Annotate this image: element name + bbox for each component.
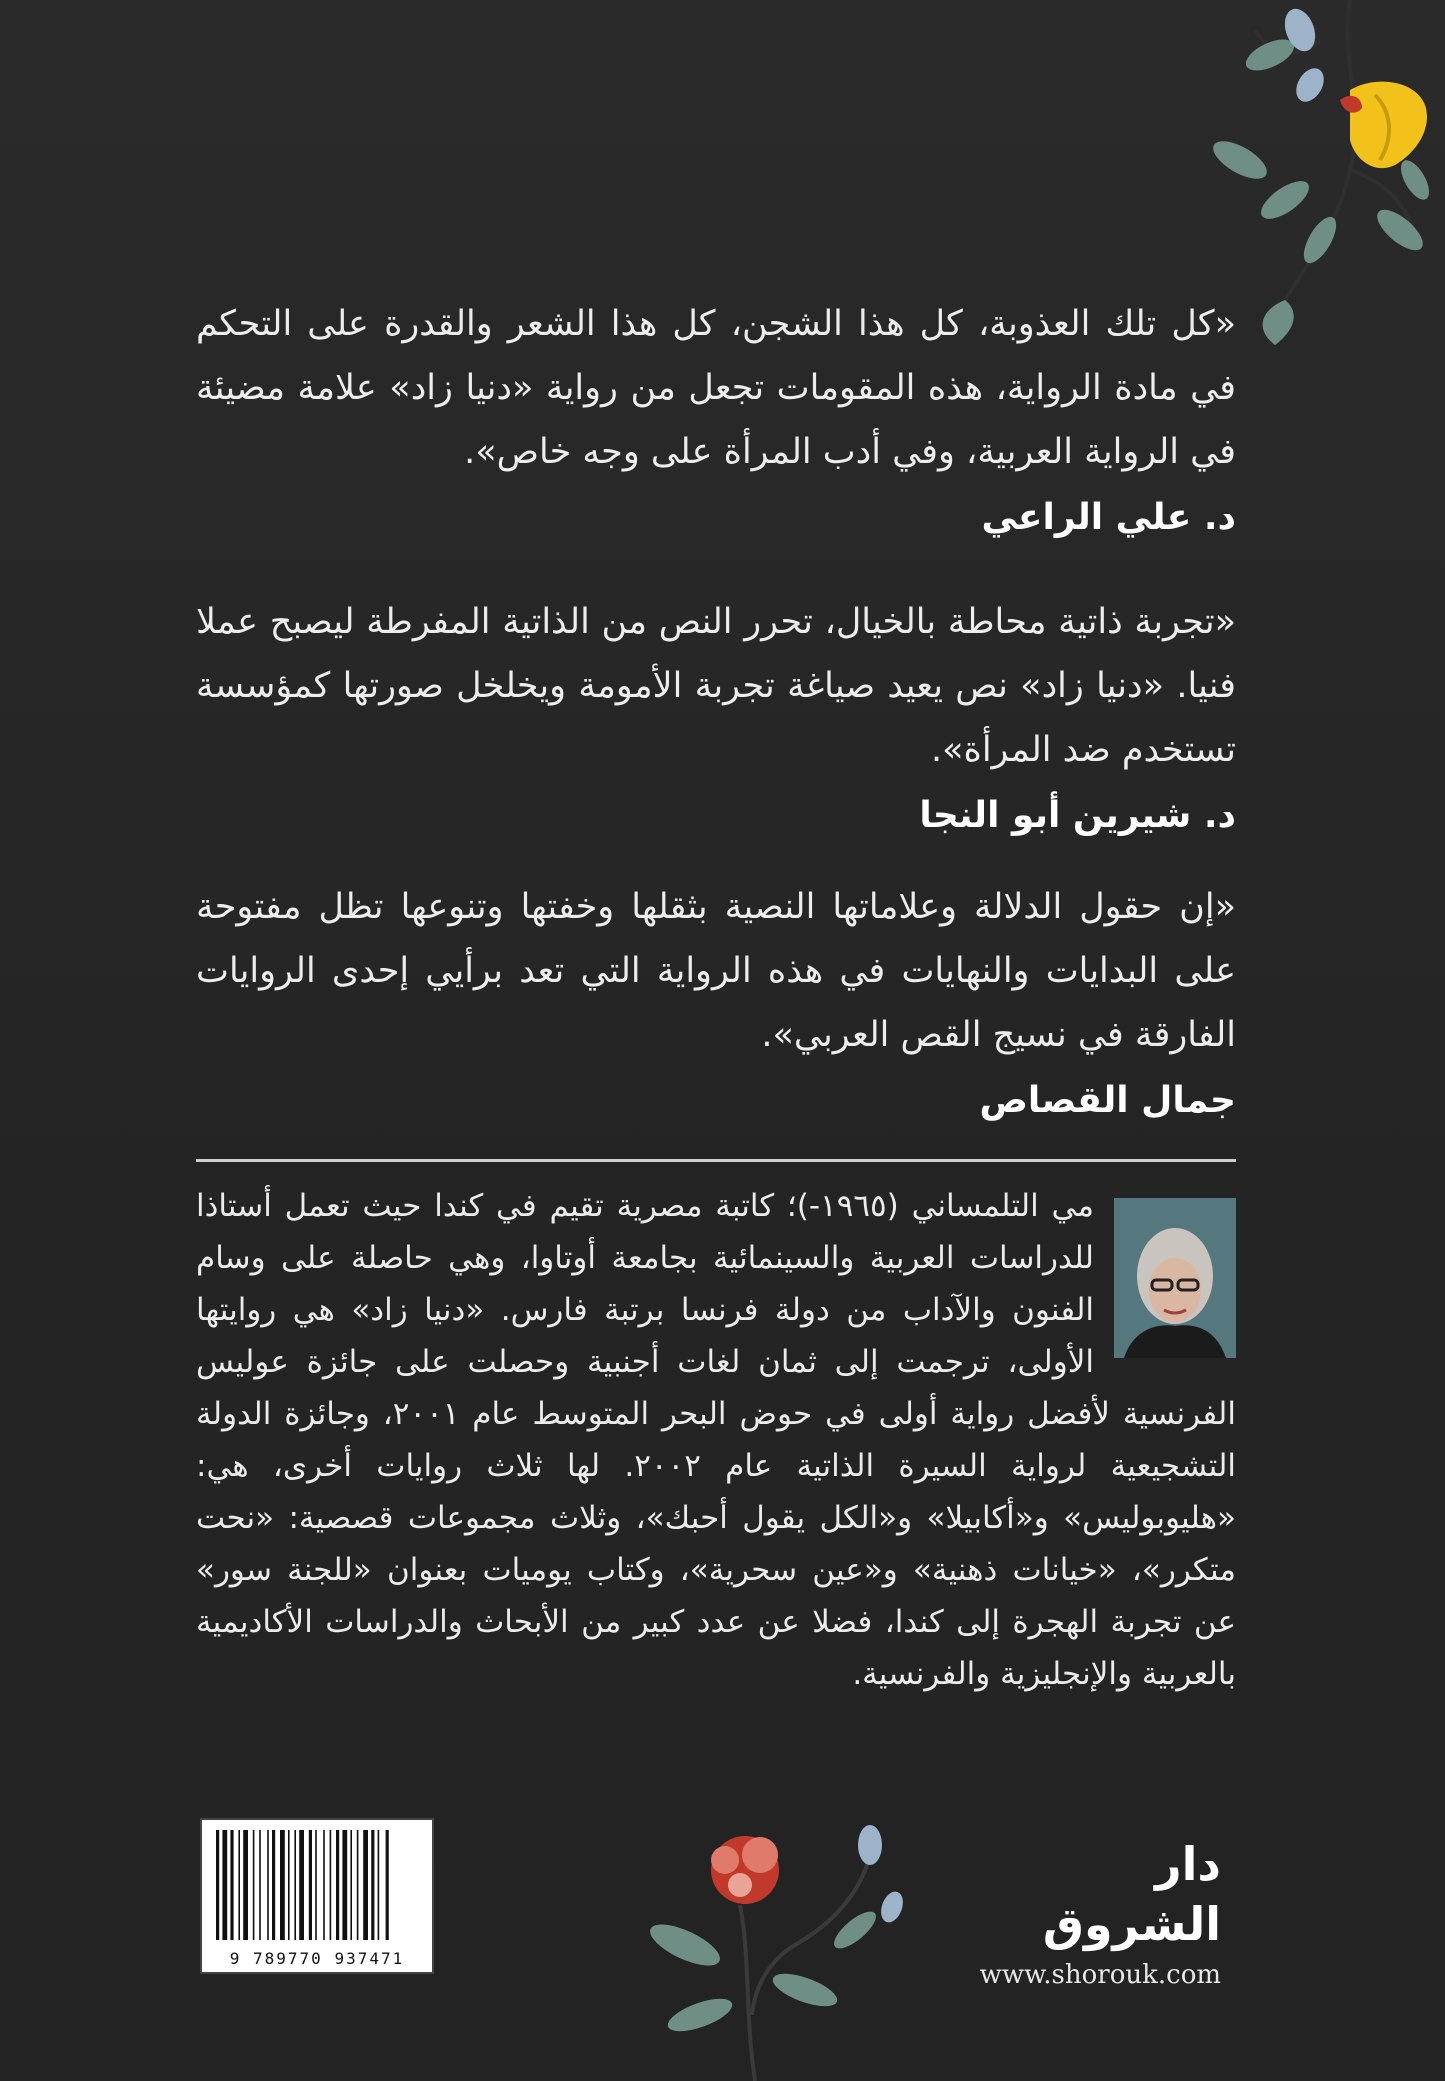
barcode-bar xyxy=(222,1830,227,1940)
barcode-bar xyxy=(378,1830,380,1940)
quote-1-author: د. علي الراعي xyxy=(981,497,1236,538)
barcode-bar xyxy=(315,1830,317,1940)
publisher-url[interactable]: www.shorouk.com xyxy=(979,1960,1221,1990)
barcode-bar xyxy=(259,1830,261,1940)
barcode-bar xyxy=(386,1830,389,1940)
barcode-bar xyxy=(336,1830,339,1940)
author-photo-icon xyxy=(1114,1198,1236,1358)
barcode-bar xyxy=(253,1830,255,1940)
section-divider xyxy=(196,1159,1236,1162)
barcode-bar xyxy=(243,1830,248,1940)
quote-3-author: جمال القصاص xyxy=(979,1080,1236,1121)
publisher-name: دار الشروق xyxy=(1042,1837,1221,1951)
barcode-bar xyxy=(371,1830,374,1940)
quote-3-text: «إن حقول الدلالة وعلاماتها النصية بثقلها وخفتها وتنوعها تظل مفتوحة على البدايات والنهايات في هذه الرواية التي تعد برأيي إحدى الروايات الفارقة في نسيج القص العربي». xyxy=(196,887,1236,1055)
barcode-bar xyxy=(272,1830,275,1940)
author-bio-text: مي التلمساني (١٩٦٥-)؛ كاتبة مصرية تقيم في كندا حيث تعمل أستاذا للدراسات العربية والسينمائية بجامعة أوتاوا، وهي حاصلة على وسام الفنون والآداب من دولة فرنسا برتبة فارس. «دنيا زاد» هي روايتها الأولى، ترجمت إلى ثمان لغات أجنبية وحصلت على جائزة عوليس الفرنسية لأفضل رواية أولى في حوض البحر المتوسط عام ٢٠٠١، وجائزة الدولة التشجيعية لرواية السيرة الذاتية عام ٢٠٠٢. لها ثلاث روايات أخرى، هي: «هليوبوليس» و«أكابيلا» و«الكل يقول أحبك»، وثلاث مجموعات قصصية: «نحت متكرر»، «خيانات ذهنية» و«عين سحرية»، وكتاب يوميات بعنوان «للجنة سور» عن تجربة الهجرة إلى كندا، فضلا عن عدد كبير من الأبحاث والدراسات الأكاديمية بالعربية والإنجليزية والفرنسية. xyxy=(196,1188,1237,1692)
barcode-bar xyxy=(280,1830,285,1940)
quote-2-author: د. شيرين أبو النجا xyxy=(919,795,1236,836)
barcode-bar xyxy=(238,1830,240,1940)
barcode-bar xyxy=(230,1830,233,1940)
barcode-icon xyxy=(200,1818,434,1974)
quote-1-text: «كل تلك العذوبة، كل هذا الشجن، كل هذا الشعر والقدرة على التحكم في مادة الرواية، هذه المقومات تجعل من رواية «دنيا زاد» علامة مضيئة في الرواية العربية، وفي أدب المرأة على وجه خاص». xyxy=(196,304,1236,472)
floral-ornament-top-icon xyxy=(1200,0,1445,360)
barcode-number: 9 789770 937471 xyxy=(229,1949,405,1968)
barcode-bar xyxy=(267,1830,269,1940)
quote-2 xyxy=(196,590,1236,844)
publisher-block xyxy=(961,1834,1221,1990)
quote-1 xyxy=(196,292,1236,546)
barcode-bar xyxy=(288,1830,290,1940)
floral-ornament-bottom-icon xyxy=(630,1815,940,2081)
barcode-bar xyxy=(323,1830,325,1940)
barcode-bar xyxy=(294,1830,296,1940)
barcode-bar xyxy=(350,1830,352,1940)
quote-2-text: «تجربة ذاتية محاطة بالخيال، تحرر النص من الذاتية المفرطة ليصبح عملا فنيا. «دنيا زاد» نص يعيد صياغة تجربة الأمومة ويخلخل صورتها كمؤسسة تستخدم ضد المرأة». xyxy=(196,602,1236,770)
quote-3 xyxy=(196,875,1236,1129)
barcode-bar xyxy=(299,1830,304,1940)
author-bio xyxy=(196,1180,1236,1700)
barcode-bar xyxy=(363,1830,368,1940)
barcode-bar xyxy=(357,1830,359,1940)
barcode-bar xyxy=(330,1830,332,1940)
barcode-bar xyxy=(309,1830,312,1940)
barcode-bar xyxy=(216,1830,219,1940)
barcode-bar xyxy=(342,1830,347,1940)
